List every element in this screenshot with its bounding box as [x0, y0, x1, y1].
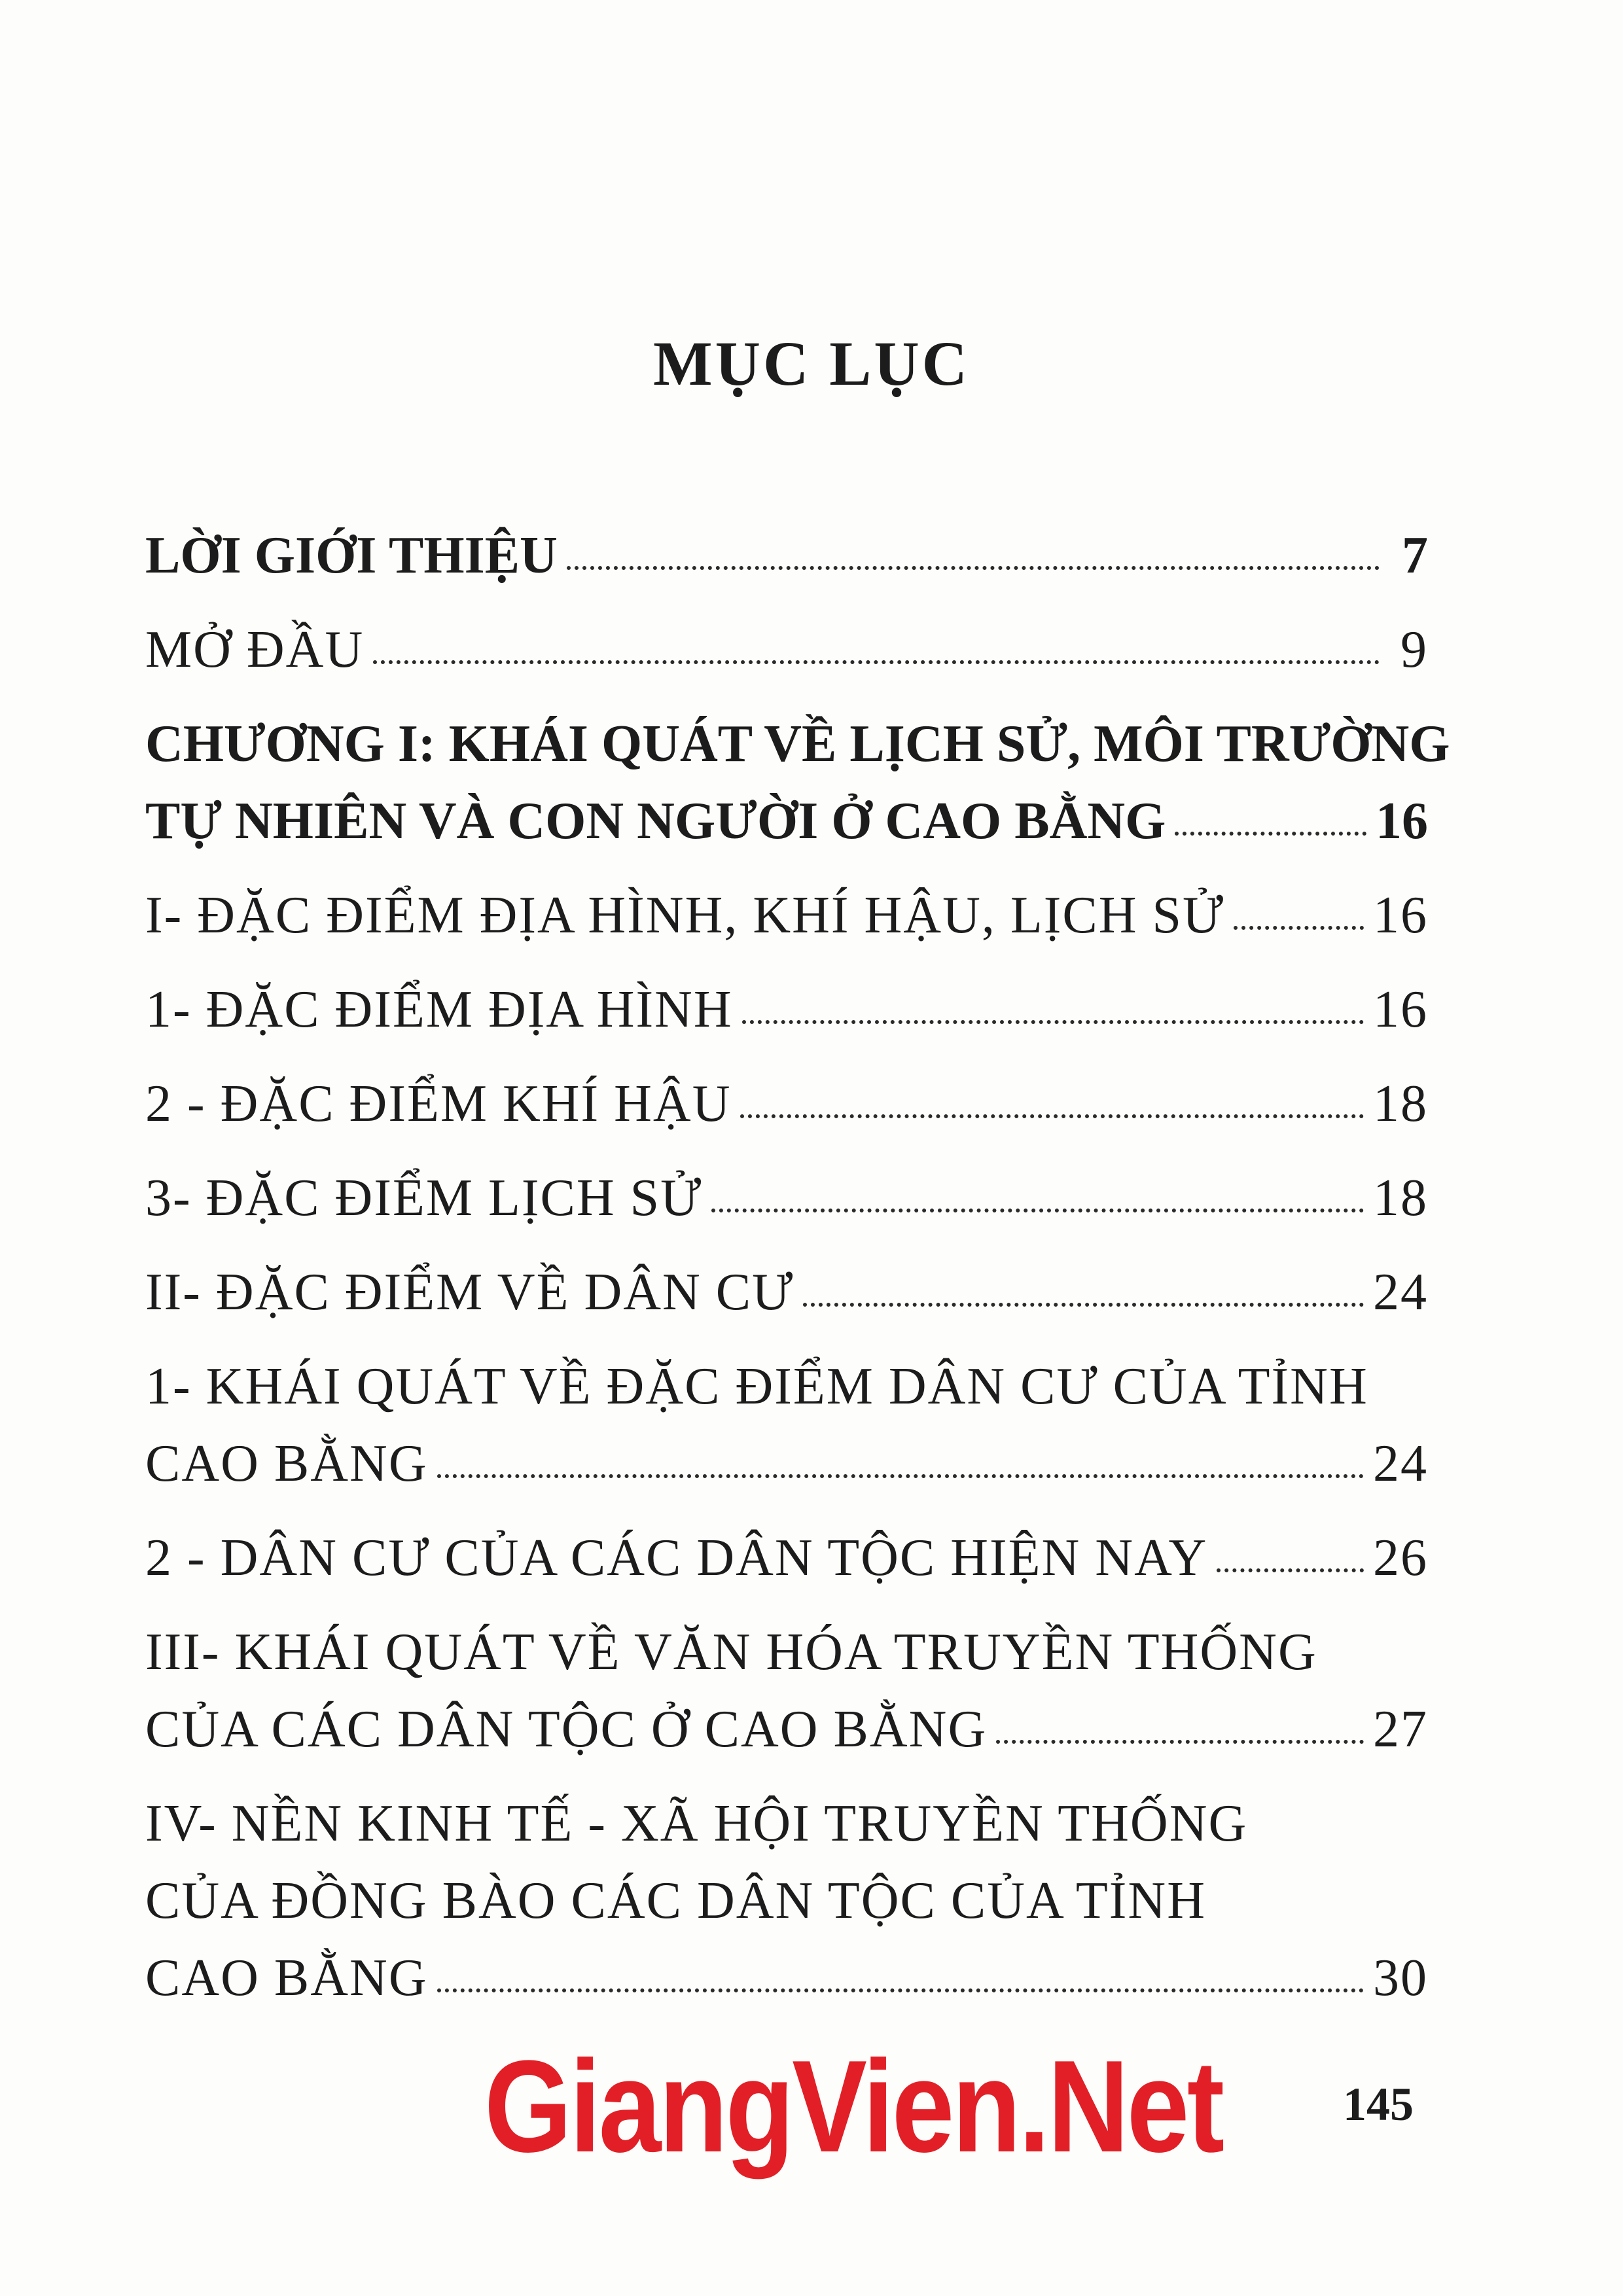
toc-entry — [145, 705, 1450, 860]
toc-entry-row — [145, 1691, 1428, 1768]
toc-page-number: 18 — [1373, 1169, 1428, 1227]
toc-page-number: 9 — [1400, 621, 1428, 679]
toc-entry-row — [145, 517, 1428, 594]
toc-page-number: 24 — [1373, 1435, 1428, 1492]
toc-entry-label: LỜI GIỚI THIỆU — [145, 527, 558, 584]
dot-leader — [1175, 832, 1366, 836]
toc-entry — [145, 1348, 1428, 1502]
toc-entry-line: 1- KHÁI QUÁT VỀ ĐẶC ĐIỂM DÂN CƯ CỦA TỈNH — [145, 1358, 1368, 1415]
dot-leader — [740, 1114, 1364, 1118]
toc-entry-row — [145, 877, 1428, 954]
toc-page-number: 7 — [1402, 527, 1428, 584]
toc-entry-row — [145, 1939, 1428, 2017]
dot-leader — [437, 1474, 1364, 1478]
dot-leader — [567, 566, 1380, 570]
dot-leader — [996, 1740, 1364, 1744]
table-of-contents — [145, 517, 1450, 2034]
toc-entry-row — [145, 971, 1428, 1048]
toc-entry — [145, 1254, 1428, 1331]
dot-leader — [373, 660, 1380, 664]
dot-leader — [437, 1988, 1364, 1992]
dot-leader — [1217, 1568, 1364, 1572]
toc-entry-row — [145, 1065, 1428, 1142]
toc-entry-label: 3- ĐẶC ĐIỂM LỊCH SỬ — [145, 1169, 703, 1227]
toc-entry — [145, 1519, 1428, 1597]
page-title: MỤC LỤC — [653, 328, 970, 398]
toc-entry — [145, 1785, 1428, 2017]
toc-page-number: 24 — [1373, 1263, 1428, 1321]
toc-page-number: 26 — [1373, 1529, 1428, 1587]
toc-entry-row — [145, 783, 1428, 860]
toc-page-number: 16 — [1376, 792, 1428, 850]
page-number: 145 — [1343, 2078, 1414, 2130]
toc-entry-label: II- ĐẶC ĐIỂM VỀ DÂN CƯ — [145, 1263, 794, 1321]
toc-entry-label: CAO BẰNG — [145, 1949, 428, 2007]
toc-page-number: 30 — [1373, 1949, 1428, 2007]
toc-page-number: 16 — [1373, 887, 1428, 944]
toc-entry-line: CỦA ĐỒNG BÀO CÁC DÂN TỘC CỦA TỈNH — [145, 1872, 1206, 1930]
toc-entry-label: CỦA CÁC DÂN TỘC Ở CAO BẰNG — [145, 1701, 988, 1758]
toc-entry-label: CAO BẰNG — [145, 1435, 428, 1492]
toc-entry-row — [145, 1519, 1428, 1597]
toc-entry — [145, 877, 1428, 954]
toc-entry-line: IV- NỀN KINH TẾ - XÃ HỘI TRUYỀN THỐNG — [145, 1795, 1248, 1852]
toc-page-number: 27 — [1373, 1701, 1428, 1758]
toc-entry-label: MỞ ĐẦU — [145, 621, 365, 679]
toc-entry-line: CHƯƠNG I: KHÁI QUÁT VỀ LỊCH SỬ, MÔI TRƯỜNG — [145, 715, 1450, 773]
toc-entry-label: TỰ NHIÊN VÀ CON NGƯỜI Ở CAO BẰNG — [145, 792, 1166, 850]
toc-entry-label: 2 - ĐẶC ĐIỂM KHÍ HẬU — [145, 1075, 732, 1133]
toc-entry-label: 2 - DÂN CƯ CỦA CÁC DÂN TỘC HIỆN NAY — [145, 1529, 1208, 1587]
dot-leader — [711, 1209, 1364, 1212]
dot-leader — [803, 1303, 1364, 1307]
toc-entry-row — [145, 1425, 1428, 1502]
toc-entry-label: 1- ĐẶC ĐIỂM ĐỊA HÌNH — [145, 981, 733, 1038]
toc-entry — [145, 1065, 1428, 1142]
toc-entry — [145, 971, 1428, 1048]
toc-entry-line: III- KHÁI QUÁT VỀ VĂN HÓA TRUYỀN THỐNG — [145, 1623, 1317, 1681]
toc-entry-row — [145, 1159, 1428, 1237]
watermark-logo: GiangVien.Net — [484, 2034, 1222, 2180]
dot-leader — [1234, 926, 1364, 930]
toc-entry — [145, 1614, 1428, 1768]
toc-entry — [145, 517, 1428, 594]
dot-leader — [742, 1020, 1364, 1024]
toc-page-number: 16 — [1373, 981, 1428, 1038]
toc-page-number: 18 — [1373, 1075, 1428, 1133]
toc-entry-label: I- ĐẶC ĐIỂM ĐỊA HÌNH, KHÍ HẬU, LỊCH SỬ — [145, 887, 1225, 944]
toc-entry — [145, 1159, 1428, 1237]
toc-entry-row — [145, 611, 1428, 688]
toc-entry — [145, 611, 1428, 688]
toc-entry-row — [145, 1254, 1428, 1331]
